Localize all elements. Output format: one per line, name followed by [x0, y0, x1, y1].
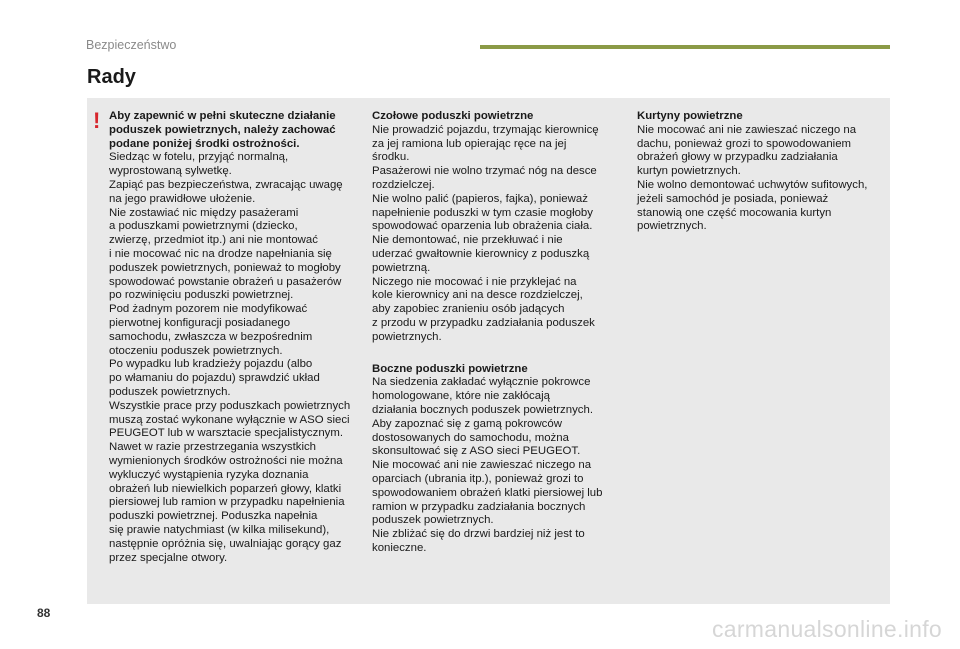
section-label: Bezpieczeństwo — [86, 38, 177, 52]
section-accent-bar — [480, 45, 890, 49]
side-airbags-heading: Boczne poduszki powietrzne — [372, 362, 528, 375]
column-front-side-airbags — [372, 110, 626, 556]
curtain-airbags-heading: Kurtyny powietrzne — [637, 110, 743, 122]
general-advice-body: Siedząc w fotelu, przyjąć normalną, wyprostowaną sylwetkę. Zapiąć pas bezpieczeństwa, zwracając uwagę na jego prawidłowe ułożenie. Nie zostawiać nic między pasażerami a poduszkami powietrznymi (dziecko, zwierzę, przedmiot itp.) ani nie montować i nie mocować nic na drodze napełniania się poduszek powietrznych, ponieważ to mogłoby spowodować powstanie obrażeń u pasażerów po rozwinięciu poduszki powietrznej. Pod żadnym pozorem nie modyfikować pierwotnej konfiguracji posiadanego samochodu, zwłaszcza w bezpośrednim otoczeniu poduszek powietrznych. Po wypadku lub kradzieży pojazdu (albo po włamaniu do pojazdu) sprawdzić układ poduszek powietrznych. Wszystkie prace przy poduszkach powietrznych muszą zostać wykonane wyłącznie w ASO sieci PEUGEOT lub w warsztacie specjalistycznym. Nawet w razie przestrzegania wszystkich wymienionych środków ostrożności nie można wykluczyć wystąpienia ryzyka doznania obrażeń lub niewielkich poparzeń głowy, klatki piersiowej lub ramion w przypadku napełnienia poduszki powietrznej. Poduszka napełnia się prawie natychmiast (w kilka milisekund), następnie opróżnia się, uwalniając gorący gaz przez specjalne otwory. — [109, 151, 351, 564]
page-number: 88 — [37, 606, 51, 620]
watermark: carmanualsonline.info — [711, 616, 942, 642]
front-airbags-body: Nie prowadzić pojazdu, trzymając kierownicę za jej ramiona lub opierając ręce na jej środku. Pasażerowi nie wolno trzymać nóg na desce rozdzielczej. Nie wolno palić (papieros, fajka), ponieważ napełnienie poduszki w tym czasie mogłoby spowodować oparzenia lub obrażenia ciała. Nie demontować, nie przekłuwać i nie uderzać gwałtownie kierownicy z poduszką powietrzną. Niczego nie mocować i nie przyklejać na kole kierownicy ani na desce rozdzielczej, aby zapobiec zranieniu osób jadących z przodu w przypadku zadziałania poduszek powietrznych. — [372, 123, 599, 343]
general-advice-lead: Aby zapewnić w pełni skuteczne działanie poduszek powietrznych, należy zachować podane poniżej środki ostrożności. — [109, 110, 336, 150]
curtain-airbags-body: Nie mocować ani nie zawieszać niczego na dachu, ponieważ grozi to spowodowaniem obrażeń głowy w przypadku zadziałania kurtyn powietrznych. Nie wolno demontować uchwytów sufitowych, jeżeli samochód je posiada, ponieważ stanowią one część mocowania kurtyn powietrznych. — [637, 123, 868, 233]
page-title: Rady — [87, 66, 136, 88]
warning-icon: ! — [93, 108, 101, 133]
front-airbags-heading: Czołowe poduszki powietrzne — [372, 110, 534, 122]
column-general-advice — [109, 110, 359, 565]
side-airbags-body: Na siedzenia zakładać wyłącznie pokrowce homologowane, które nie zakłócają działania bocznych poduszek powietrznych. Aby zapoznać się z gamą pokrowców dostosowanych do samochodu, można skonsultować się z ASO sieci PEUGEOT. Nie mocować ani nie zawieszać niczego na oparciach (ubrania itp.), ponieważ grozi to spowodowaniem obrażeń klatki piersiowej lub ramion w przypadku zadziałania bocznych poduszek powietrznych. Nie zbliżać się do drzwi bardziej niż jest to konieczne. — [372, 376, 603, 554]
column-curtain-airbags — [637, 110, 887, 234]
